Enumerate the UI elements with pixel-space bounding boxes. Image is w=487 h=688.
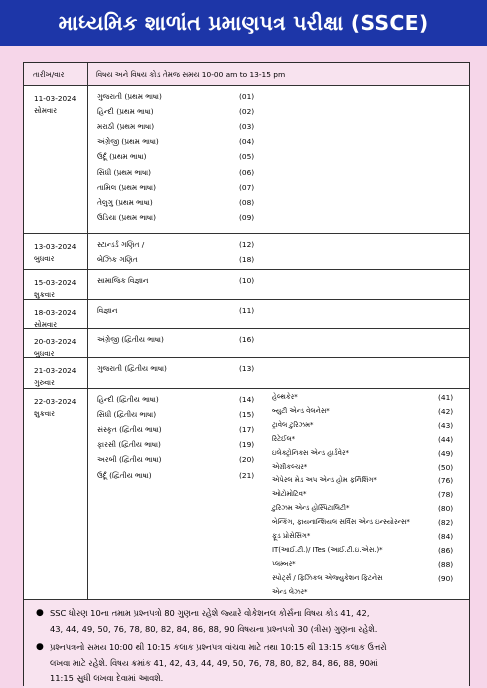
date-text: 15-03-2024	[34, 278, 77, 287]
vocational-subject-code: (78)	[438, 490, 454, 500]
subject-code: (17)	[239, 425, 255, 435]
page-title: માધ્યમિક શાળાંત પ્રમાણપત્ર પરીક્ષા (SSCE)	[58, 10, 429, 35]
subject-name: અંગ્રેજી (દ્વિતીય ભાષા)	[97, 335, 164, 344]
subject-code: (21)	[239, 470, 255, 480]
subject-code: (19)	[239, 440, 255, 450]
vocational-subject-code: (82)	[438, 518, 454, 528]
schedule-block	[24, 233, 469, 270]
note-line: 11:15 સુધી લખવા દેવામાં આવશે.	[50, 673, 164, 683]
date-text: 20-03-2024	[34, 337, 77, 346]
subject-code: (08)	[239, 197, 255, 207]
title-bar	[0, 0, 487, 46]
vocational-subject-code: (88)	[438, 559, 454, 569]
note-line: લખવા માટે રહેશે. વિષય ક્રમાંક 41, 42, 43, 44, 49, 50, 76, 78, 80, 82, 84, 86, 88, 90માં	[50, 657, 378, 668]
subject-code: (14)	[239, 395, 255, 404]
vocational-subject-code: (76)	[438, 476, 454, 486]
vocational-subject-name: IT(આઈ.ટી.)/ ITes (આઈ.ટી.ઇ.એસ.)*	[272, 545, 383, 554]
schedule-block	[24, 269, 469, 300]
subject-code: (10)	[239, 276, 255, 285]
schedule-block	[24, 328, 469, 358]
date-text: 21-03-2024	[34, 366, 77, 375]
vocational-subject-name: એગ્રીકલ્ચર*	[272, 462, 308, 471]
vocational-subject-code: (90)	[438, 573, 454, 583]
exam-date	[34, 396, 76, 420]
vocational-subject-name: બેન્કિંગ, ફાયનાન્શિયલ સર્વિસ એન્ડ ઇન્સ્યોરન્સ*	[272, 518, 410, 527]
note-line: 43, 44, 49, 50, 76, 78, 80, 82, 84, 86, 88, 90 વિષયના પ્રશ્નપત્રો 30 (ત્રીસ) ગુણના રહેશે.	[50, 623, 378, 634]
subject-code: (03)	[239, 122, 255, 132]
weekday-text: ગુરુવાર	[34, 378, 55, 387]
note-1-text	[50, 606, 470, 637]
subject-name: સિંધી (પ્રથમ ભાષા)	[97, 167, 152, 177]
subject-name: સંસ્કૃત (દ્વિતીય ભાષા)	[97, 425, 162, 435]
date-text: 22-03-2024	[34, 397, 77, 406]
vocational-subject-code: (84)	[438, 532, 454, 541]
vocational-subject-name: એન્ડ લેઝર*	[272, 587, 308, 596]
date-text: 11-03-2024	[34, 94, 77, 103]
subject-info-header: વિષય અને વિષય કોડ તેમજ સમય 10-00 am to 13-15 pm	[96, 70, 286, 79]
subject-name: ફારસી (દ્વિતીય ભાષા)	[97, 440, 161, 450]
schedule-block	[24, 299, 469, 329]
vocational-subject-name: બ્યુટી એન્ડ વેલનેસ*	[272, 406, 330, 415]
schedule-block	[24, 388, 469, 599]
subject-code: (01)	[239, 92, 255, 101]
subject-name: સામાજિક વિજ્ઞાન	[97, 276, 149, 285]
subject-name: ગુજરાતી (પ્રથમ ભાષા)	[97, 92, 162, 101]
weekday-text: બુધવાર	[34, 254, 55, 263]
vocational-subject-name: હેલ્થકેર*	[272, 393, 298, 401]
vocational-subject-name: ટુરિઝમ એન્ડ હોસ્પિટાલિટી*	[272, 504, 350, 513]
vocational-subject-code: (44)	[438, 434, 454, 444]
vocational-subject-name: પ્લમ્બર*	[272, 559, 296, 568]
bullet-icon: ●	[36, 608, 44, 618]
exam-date	[34, 365, 76, 389]
weekday-text: બુધવાર	[34, 349, 55, 358]
subject-code: (12)	[239, 240, 255, 249]
vocational-subject-code: (41)	[438, 393, 454, 402]
exam-date	[34, 241, 76, 265]
subject-code: (20)	[239, 455, 255, 465]
exam-date	[34, 93, 76, 117]
subject-code: (04)	[239, 137, 255, 147]
vocational-subject-code: (80)	[438, 504, 454, 514]
subject-code: (06)	[239, 167, 255, 177]
exam-date	[34, 277, 76, 301]
vocational-subject-code: (50)	[438, 462, 454, 472]
subject-name: ઉડિયા (પ્રથમ ભાષા)	[97, 212, 156, 222]
subject-name: સ્ટાન્ડર્ડ ગણિત /	[97, 240, 145, 249]
subject-code: (07)	[239, 182, 255, 192]
weekday-text: શુક્રવાર	[34, 409, 55, 418]
vocational-subject-name: સ્પોર્ટ્સ / ફિઝિકલ એજ્યુકેશન ફિટનેસ	[272, 573, 383, 582]
vocational-subject-code: (42)	[438, 406, 454, 416]
subject-code: (09)	[239, 212, 255, 222]
vocational-subject-name: ટ્રાવેલ ટુરિઝમ*	[272, 420, 314, 429]
subject-code: (16)	[239, 335, 255, 344]
subject-name: ગુજરાતી (દ્વિતીય ભાષા)	[97, 364, 167, 373]
table-header	[24, 63, 469, 86]
vocational-subject-code: (43)	[438, 420, 454, 430]
subject-code: (15)	[239, 410, 255, 420]
subject-name: હિન્દી (પ્રથમ ભાષા)	[97, 107, 154, 117]
date-text: 18-03-2024	[34, 308, 77, 317]
note-line: પ્રશ્નપત્રનો સમય 10:00 થી 10:15 કલાક પ્રશ્નપત્ર વાંચવા માટે તથા 10:15 થી 13:15 કલાક ઉત્તરો	[50, 642, 387, 652]
note-line: SSC ધોરણ 10ના તમામ પ્રશ્નપત્રો 80 ગુણના રહેશે જ્યારે વોકેશનલ કોર્સના વિષય કોડ 41, 42,	[50, 608, 370, 618]
weekday-text: સોમવાર	[34, 106, 57, 115]
date-day-header: તારીખ/વાર	[33, 70, 65, 79]
bullet-icon: ●	[36, 642, 44, 652]
weekday-text: શુક્રવાર	[34, 290, 55, 299]
subject-code: (13)	[239, 364, 255, 373]
subject-code: (11)	[239, 306, 255, 315]
subject-code: (02)	[239, 107, 255, 117]
timetable-sheet	[23, 62, 470, 686]
date-text: 13-03-2024	[34, 242, 77, 251]
schedule-block	[24, 357, 469, 389]
subject-name: ઉર્દૂ (પ્રથમ ભાષા)	[97, 152, 147, 162]
subject-name: મરાઠી (પ્રથમ ભાષા)	[97, 122, 155, 132]
subject-name: અંગ્રેજી (પ્રથમ ભાષા)	[97, 137, 159, 147]
vocational-subject-code: (49)	[438, 448, 454, 458]
subject-name: સિંધી (દ્વિતીય ભાષા)	[97, 410, 157, 420]
notes-section	[24, 599, 469, 688]
schedule-block	[24, 85, 469, 234]
vocational-subject-name: રિટેઈલ*	[272, 434, 296, 443]
vocational-subject-name: ઇલેક્ટ્રોનિક્સ એન્ડ હાર્ડવેર*	[272, 448, 349, 457]
subject-name: ઉર્દૂ (દ્વિતીય ભાષા)	[97, 470, 152, 480]
vocational-subject-name: ઓટોમોટિવ*	[272, 490, 307, 499]
subject-name: વિજ્ઞાન	[97, 306, 118, 315]
subject-name: અરબી (દ્વિતીય ભાષા)	[97, 455, 162, 465]
subject-name: બેઝિક ગણિત	[97, 255, 138, 265]
subject-name: તામિલ (પ્રથમ ભાષા)	[97, 182, 157, 192]
subject-code: (05)	[239, 152, 255, 162]
subject-code: (18)	[239, 255, 255, 265]
vocational-subject-code: (86)	[438, 545, 454, 555]
vocational-subject-name: ફૂડ પ્રોસેસિંગ*	[272, 532, 311, 540]
weekday-text: સોમવાર	[34, 320, 57, 329]
subject-name: હિન્દી (દ્વિતીય ભાષા)	[97, 395, 159, 404]
note-2-text	[50, 640, 470, 687]
subject-name: તેલુગુ (પ્રથમ ભાષા)	[97, 197, 153, 207]
vocational-subject-name: એપેરલ મેડ અપ એન્ડ હોમ ફર્નિશિંગ*	[272, 476, 377, 485]
